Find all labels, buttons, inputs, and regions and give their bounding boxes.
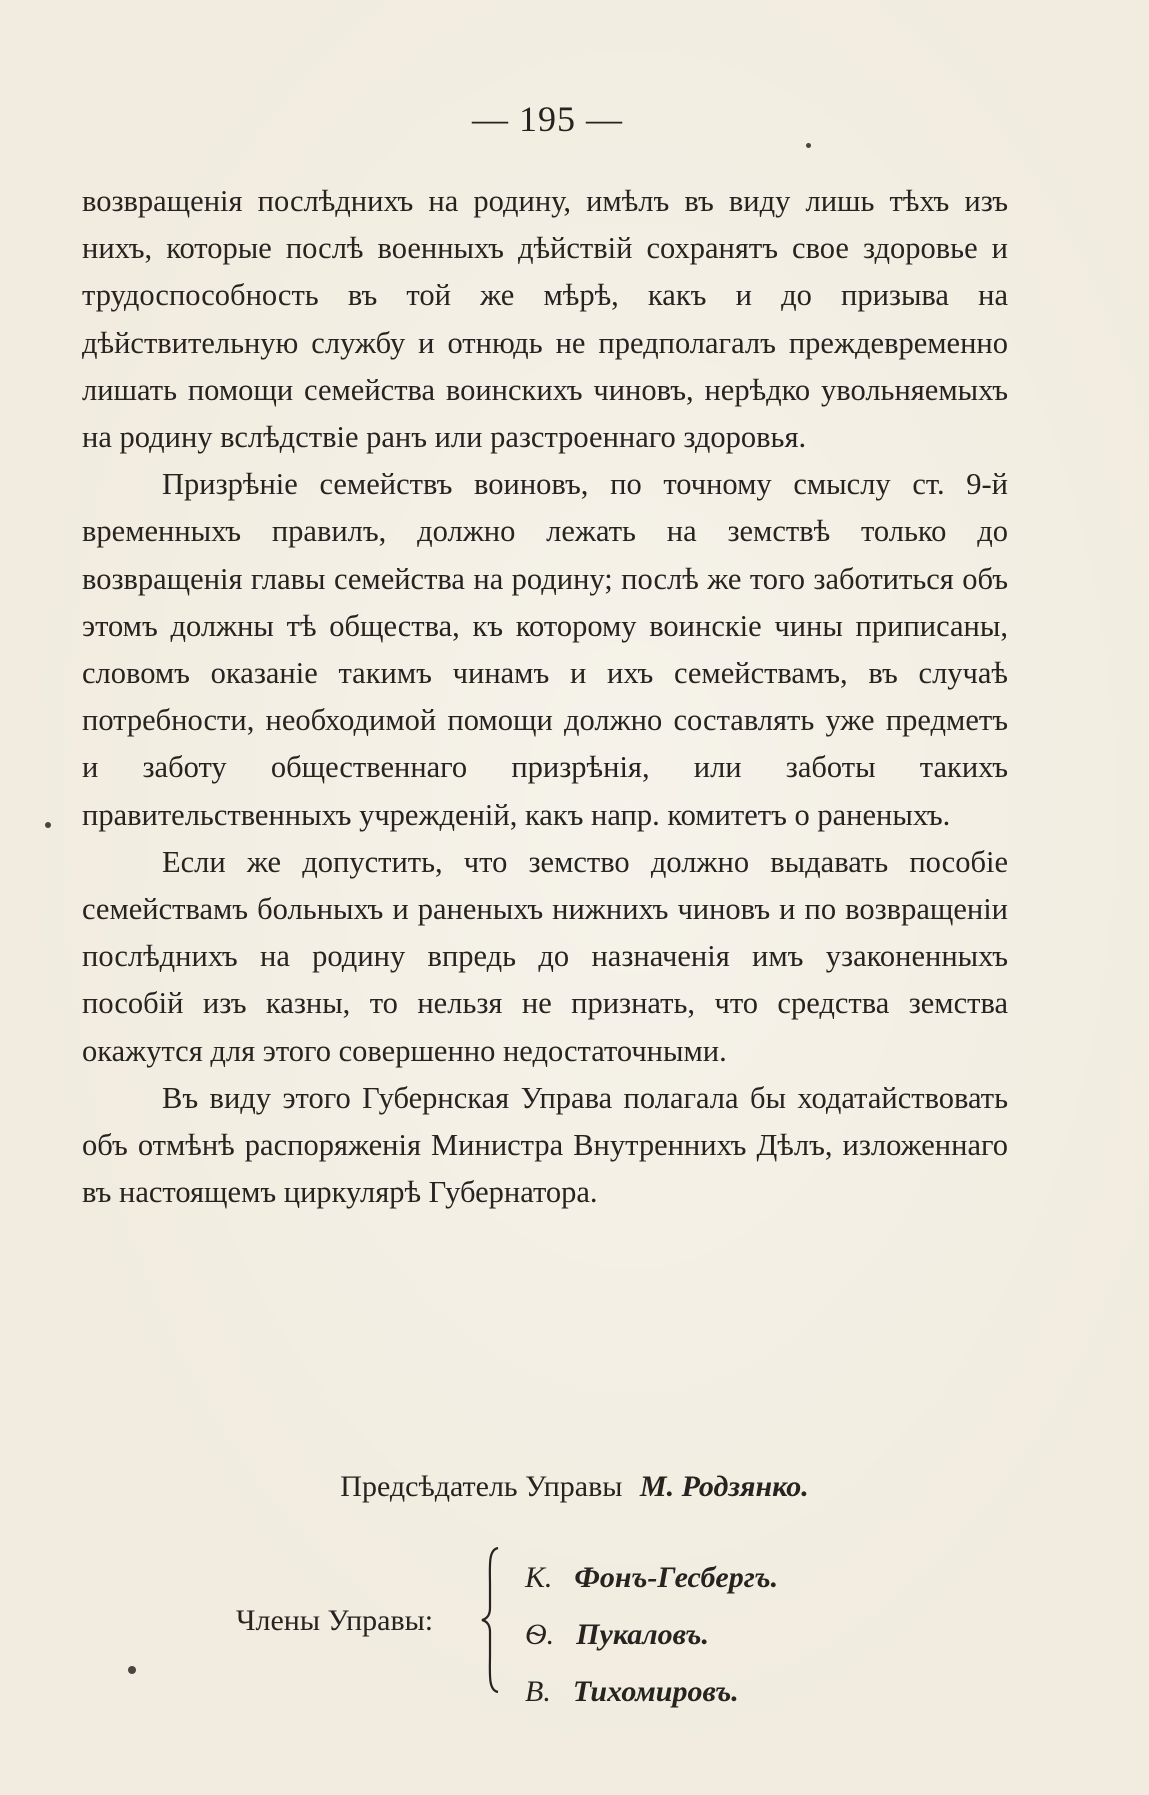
page-number: — 195 —: [472, 99, 623, 139]
paragraph-4: Въ виду этого Губернская Управа полагала бы ходатайствовать объ отмѣнѣ распоряженія Министра Внутреннихъ Дѣлъ, изложеннаго въ настоящемъ циркулярѣ Губернатора.: [82, 1080, 1008, 1210]
body-text: [82, 178, 1008, 1216]
member-name: Тихомировъ.: [572, 1675, 739, 1708]
member-initial: К.: [525, 1561, 553, 1594]
ink-speck: [806, 143, 811, 148]
ink-speck: [45, 822, 51, 828]
chairman-signature-line: [0, 1470, 1149, 1504]
members-list: [525, 1549, 778, 1720]
curly-brace-icon: [480, 1546, 502, 1694]
member-name: Фонъ-Гесбергъ.: [574, 1561, 779, 1594]
member-entry: [525, 1549, 778, 1606]
paragraph-1: возвращенія послѣднихъ на родину, имѣлъ въ виду лишь тѣхъ изъ нихъ, которые послѣ военныхъ дѣйствій сохранятъ свое здоровье и трудоспособность въ той же мѣрѣ, какъ и до призыва на дѣйствительную службу и отнюдь не предполагалъ преждевременно лишать помощи семейства воинскихъ чиновъ, нерѣдко увольняемыхъ на родину вслѣдствіе ранъ или разстроеннаго здоровья.: [82, 184, 1008, 455]
paragraph-2: Призрѣніе семействъ воиновъ, по точному смыслу ст. 9-й временныхъ правилъ, должно лежать на земствѣ только до возвращенія главы семейства на родину; послѣ же того заботиться объ этомъ должны тѣ общества, къ которому воинскіе чины приписаны, словомъ оказаніе такимъ чинамъ и ихъ семействамъ, въ случаѣ потребности, необходимой помощи должно составлять уже предметъ и заботу общественнаго призрѣнія, или заботы такихъ правительственныхъ учрежденій, какъ напр. комитетъ о раненыхъ.: [82, 467, 1008, 832]
chairman-title: Предсѣдатель Управы: [340, 1470, 623, 1503]
member-initial: Ѳ.: [525, 1618, 555, 1651]
ink-speck: [128, 1666, 136, 1674]
chairman-signature: М. Родзянко.: [639, 1470, 809, 1503]
members-label: Члены Управы:: [236, 1604, 434, 1637]
paragraph-3: Если же допустить, что земство должно выдавать пособіе семействамъ больныхъ и раненыхъ нижнихъ чиновъ и по возвращеніи послѣднихъ на родину впредь до назначенія имъ узаконенныхъ пособій изъ казны, то нельзя не признать, что средства земства окажутся для этого совершенно недостаточными.: [82, 844, 1008, 1068]
member-entry: [525, 1663, 778, 1720]
member-name: Пукаловъ.: [576, 1618, 709, 1651]
member-entry: [525, 1606, 778, 1663]
member-initial: В.: [525, 1675, 551, 1708]
